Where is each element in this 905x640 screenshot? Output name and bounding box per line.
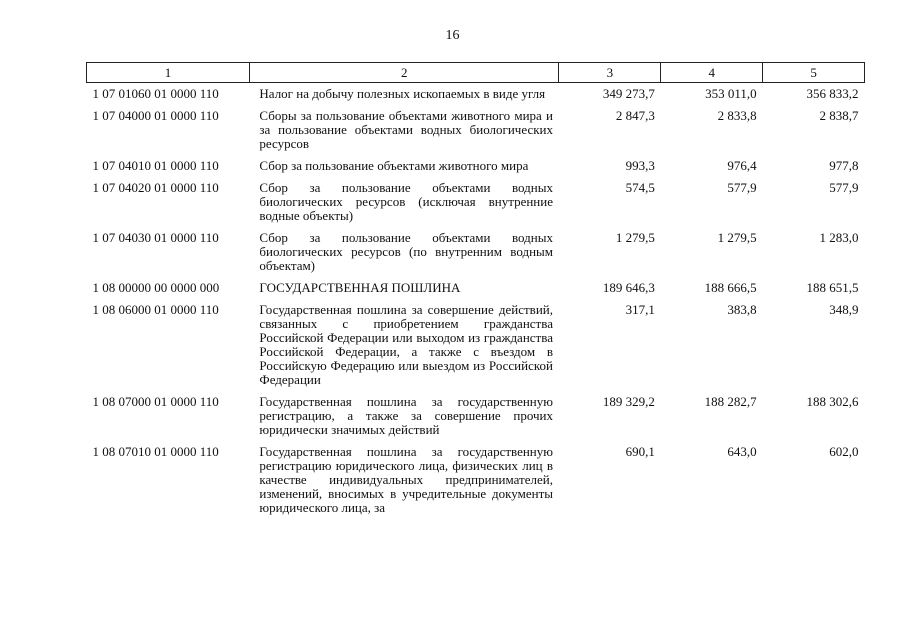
classification-code: 1 08 07000 01 0000 110 bbox=[92, 394, 219, 409]
revenue-name: Сбор за пользование объектами водных биологических ресурсов (исключая внутренние водные объекты) bbox=[259, 180, 553, 223]
revenue-name: Сбор за пользование объектами водных биологических ресурсов (по внутренним водным объектам) bbox=[259, 230, 553, 273]
value-col-4: 383,8 bbox=[727, 302, 757, 317]
value-col-5: 188 651,5 bbox=[806, 280, 859, 295]
revenue-name: Сборы за пользование объектами животного мира и за пользование объектами водных биологических ресурсов bbox=[259, 108, 553, 151]
value-col-3: 574,5 bbox=[625, 180, 655, 195]
table-header bbox=[87, 63, 865, 83]
revenue-name: ГОСУДАРСТВЕННАЯ ПОШЛИНА bbox=[259, 280, 461, 295]
value-col-5: 602,0 bbox=[829, 444, 859, 459]
table-row bbox=[87, 177, 865, 227]
table-row bbox=[87, 227, 865, 277]
value-col-3: 317,1 bbox=[625, 302, 655, 317]
value-col-5: 577,9 bbox=[829, 180, 859, 195]
classification-code: 1 08 06000 01 0000 110 bbox=[92, 302, 219, 317]
value-col-4: 643,0 bbox=[727, 444, 757, 459]
table-row bbox=[87, 441, 865, 519]
revenue-name: Налог на добычу полезных ископаемых в виде угля bbox=[259, 86, 546, 101]
table-row bbox=[87, 83, 865, 106]
value-col-4: 188 282,7 bbox=[704, 394, 757, 409]
value-col-3: 993,3 bbox=[625, 158, 655, 173]
page-number: 16 bbox=[445, 28, 460, 43]
column-header-1: 1 bbox=[87, 63, 250, 83]
table-row bbox=[87, 277, 865, 299]
classification-code: 1 07 01060 01 0000 110 bbox=[92, 86, 219, 101]
budget-revenue-table bbox=[86, 62, 865, 519]
classification-code: 1 07 04010 01 0000 110 bbox=[92, 158, 219, 173]
classification-code: 1 08 07010 01 0000 110 bbox=[92, 444, 219, 459]
revenue-name: Государственная пошлина за государственную регистрацию юридического лица, физических лиц в качестве индивидуальных предпринимателей, изменений, вносимых в учредительные документы юридического лица, за bbox=[259, 444, 553, 515]
value-col-5: 1 283,0 bbox=[819, 230, 859, 245]
value-col-4: 2 833,8 bbox=[717, 108, 757, 123]
classification-code: 1 07 04030 01 0000 110 bbox=[92, 230, 219, 245]
column-header-4: 4 bbox=[661, 63, 763, 83]
table-row bbox=[87, 391, 865, 441]
value-col-3: 189 646,3 bbox=[602, 280, 655, 295]
value-col-5: 348,9 bbox=[829, 302, 859, 317]
value-col-4: 353 011,0 bbox=[705, 86, 757, 101]
revenue-name: Сбор за пользование объектами животного мира bbox=[259, 158, 529, 173]
value-col-3: 1 279,5 bbox=[615, 230, 655, 245]
revenue-name: Государственная пошлина за государственную регистрацию, а также за совершение прочих юридически значимых действий bbox=[259, 394, 553, 437]
header-row bbox=[87, 63, 865, 83]
table-row bbox=[87, 105, 865, 155]
value-col-4: 1 279,5 bbox=[717, 230, 757, 245]
column-header-3: 3 bbox=[559, 63, 661, 83]
value-col-5: 356 833,2 bbox=[806, 86, 859, 101]
value-col-5: 977,8 bbox=[829, 158, 859, 173]
column-header-2: 2 bbox=[249, 63, 559, 83]
classification-code: 1 08 00000 00 0000 000 bbox=[92, 280, 220, 295]
value-col-4: 976,4 bbox=[727, 158, 757, 173]
value-col-3: 349 273,7 bbox=[602, 86, 655, 101]
value-col-4: 188 666,5 bbox=[704, 280, 757, 295]
classification-code: 1 07 04000 01 0000 110 bbox=[92, 108, 219, 123]
value-col-3: 189 329,2 bbox=[602, 394, 655, 409]
revenue-name: Государственная пошлина за совершение действий, связанных с приобретением гражданства Российской Федерации или выходом из гражданства Российской Федерации, а также с въездом в Российскую Федерацию или выездом из Российской Федерации bbox=[259, 302, 553, 387]
value-col-3: 2 847,3 bbox=[615, 108, 655, 123]
value-col-5: 188 302,6 bbox=[806, 394, 859, 409]
table-body bbox=[87, 83, 865, 520]
column-header-5: 5 bbox=[763, 63, 865, 83]
value-col-5: 2 838,7 bbox=[819, 108, 859, 123]
value-col-4: 577,9 bbox=[727, 180, 757, 195]
value-col-3: 690,1 bbox=[625, 444, 655, 459]
table-row bbox=[87, 155, 865, 177]
classification-code: 1 07 04020 01 0000 110 bbox=[92, 180, 219, 195]
table-row bbox=[87, 299, 865, 391]
